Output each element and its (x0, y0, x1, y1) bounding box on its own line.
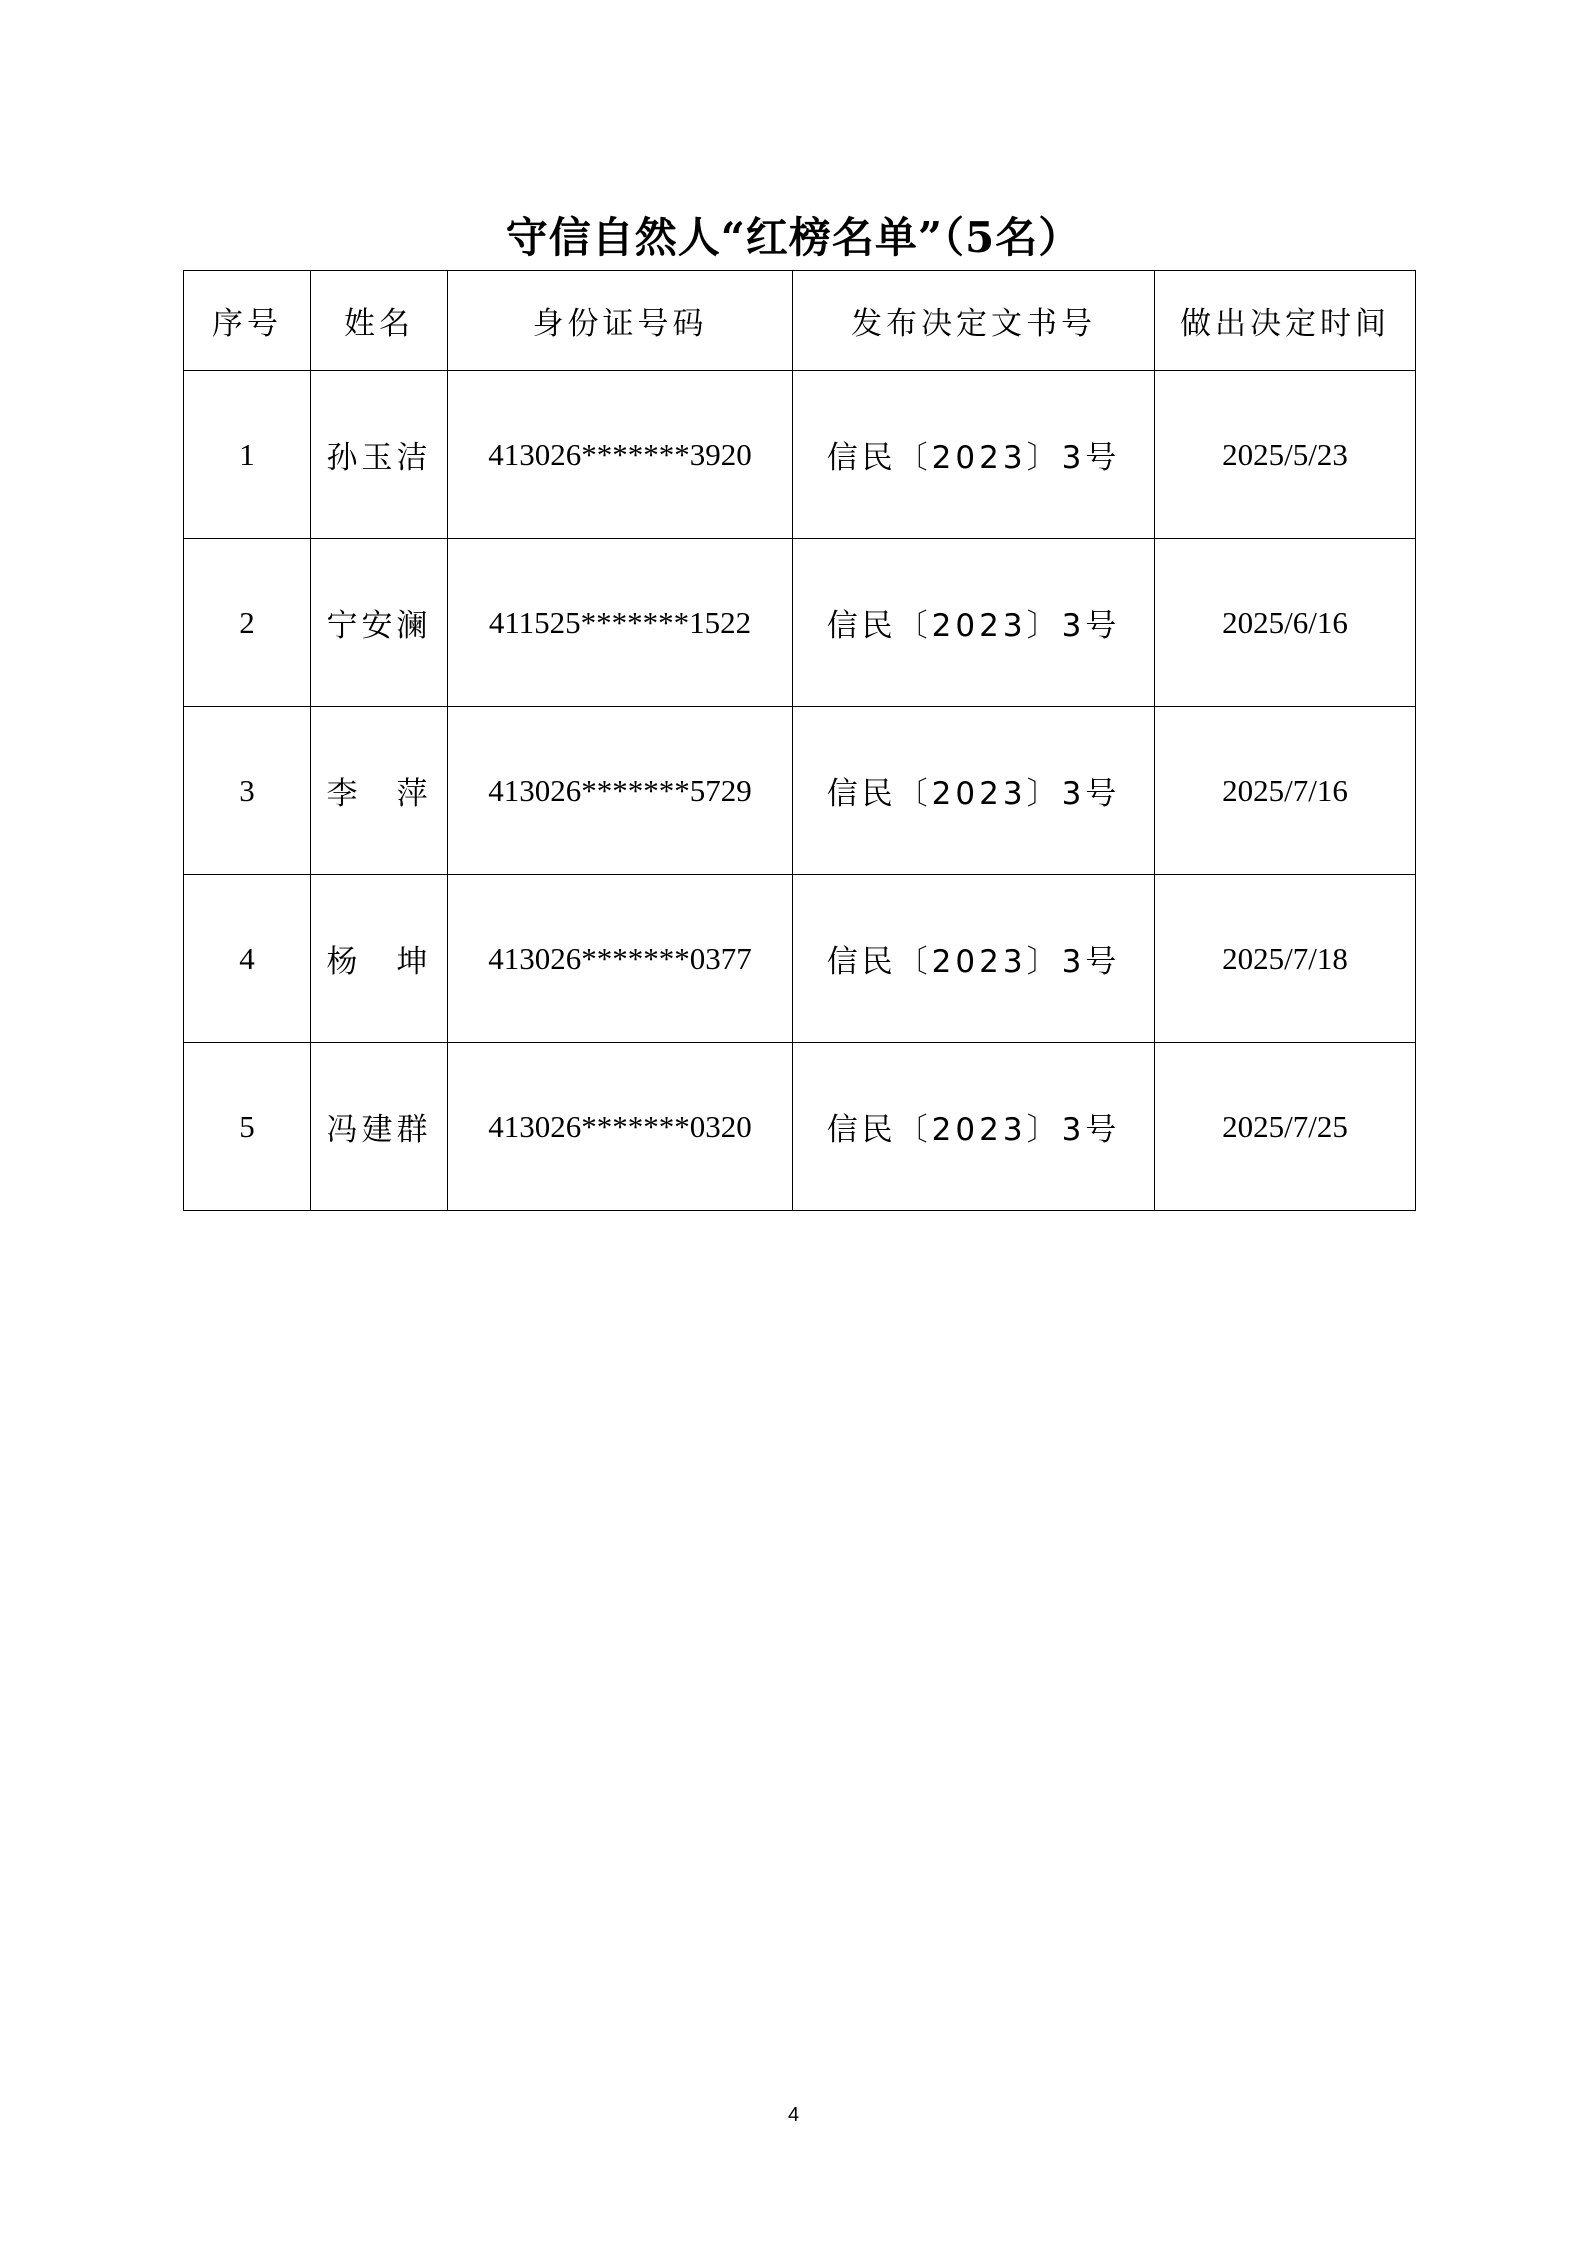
table-row (184, 1043, 1416, 1211)
table-row (184, 371, 1416, 539)
cell-decision-date: 2025/7/16 (1155, 707, 1416, 875)
cell-id-number: 413026*******5729 (448, 707, 793, 875)
cell-document-number: 信民〔2023〕3号 (793, 371, 1155, 539)
cell-decision-date: 2025/7/18 (1155, 875, 1416, 1043)
page-number: 4 (787, 2104, 800, 2126)
cell-id-number: 411525*******1522 (448, 539, 793, 707)
cell-serial: 2 (184, 539, 311, 707)
cell-serial: 4 (184, 875, 311, 1043)
cell-id-number: 413026*******3920 (448, 371, 793, 539)
cell-serial: 1 (184, 371, 311, 539)
cell-document-number: 信民〔2023〕3号 (793, 875, 1155, 1043)
cell-decision-date: 2025/7/25 (1155, 1043, 1416, 1211)
header-id-number: 身份证号码 (448, 271, 793, 371)
cell-id-number: 413026*******0320 (448, 1043, 793, 1211)
cell-document-number: 信民〔2023〕3号 (793, 707, 1155, 875)
header-serial: 序号 (184, 271, 311, 371)
page-title: 守信自然人“红榜名单”（5名） (505, 213, 1082, 262)
table-row (184, 875, 1416, 1043)
table-row (184, 707, 1416, 875)
cell-document-number: 信民〔2023〕3号 (793, 1043, 1155, 1211)
table-header-row (184, 271, 1416, 371)
cell-id-number: 413026*******0377 (448, 875, 793, 1043)
cell-name: 孙玉洁 (311, 371, 448, 539)
cell-decision-date: 2025/5/23 (1155, 371, 1416, 539)
table-row (184, 539, 1416, 707)
header-decision-date: 做出决定时间 (1155, 271, 1416, 371)
cell-name: 杨 坤 (311, 875, 448, 1043)
header-document-number: 发布决定文书号 (793, 271, 1155, 371)
cell-name: 冯建群 (311, 1043, 448, 1211)
cell-name: 李 萍 (311, 707, 448, 875)
cell-decision-date: 2025/6/16 (1155, 539, 1416, 707)
cell-serial: 5 (184, 1043, 311, 1211)
cell-document-number: 信民〔2023〕3号 (793, 539, 1155, 707)
cell-name: 宁安澜 (311, 539, 448, 707)
header-name: 姓名 (311, 271, 448, 371)
red-list-table (183, 270, 1416, 1211)
cell-serial: 3 (184, 707, 311, 875)
